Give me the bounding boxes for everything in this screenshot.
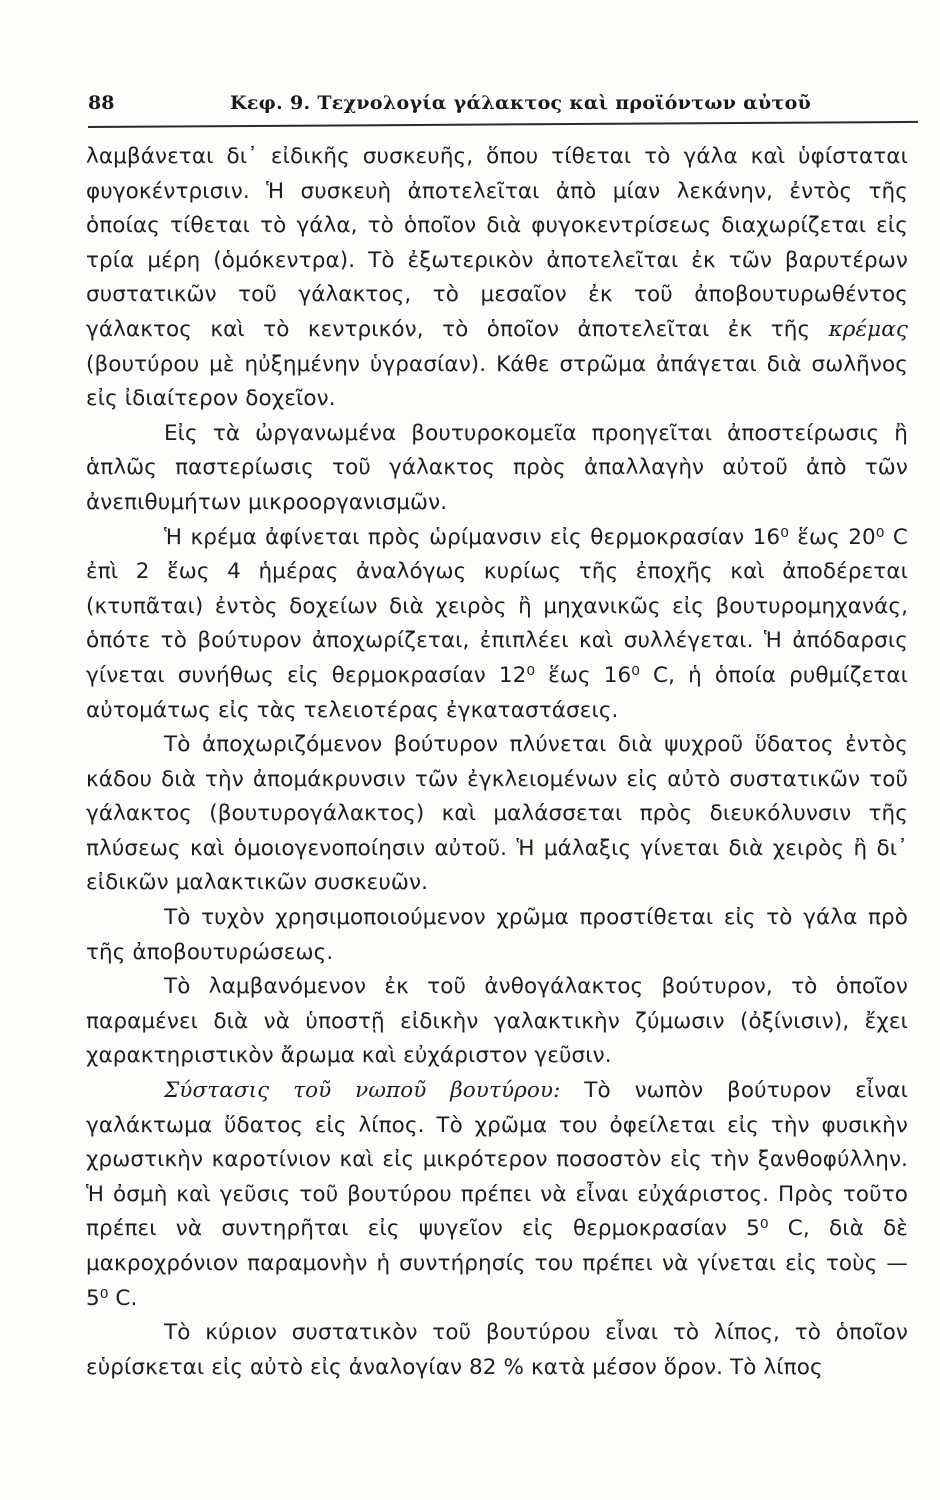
paragraph-text: Τὸ νωπὸν βούτυρον εἶναι γαλάκτωμα ὕδατος εἰς λίπος. Τὸ χρῶμα του ὀφείλεται εἰς τὴν φυσικὴν χρωστικὴν καροτίνιον καὶ εἰς μικρότερον ποσοστὸν εἰς τὴν ξανθοφύλλην. Ἡ ὀσμὴ καὶ γεῦσις τοῦ βουτύρου πρέπει νὰ εἶναι εὐχάριστος. Πρὸς τοῦτο πρέπει νὰ συντηρῆται εἰς ψυγεῖον εἰς θερμοκρασίαν 5⁰ C, διὰ δὲ μακροχρόνιον παραμονὴν ἡ συντήρησίς του πρέπει νὰ γίνεται εἰς τοὺς —5⁰ C. [86,1078,908,1311]
running-header [88,92,918,122]
paragraph-text: Τὸ κύριον συστατικὸν τοῦ βουτύρου εἶναι τὸ λίπος, τὸ ὁποῖον εὑρίσκεται εἰς αὐτὸ εἰς ἀναλογίαν 82 % κατὰ μέσον ὅρον. Τὸ λίπος [86,1320,908,1380]
paragraph-3 [86,521,908,729]
paragraph-text: Τὸ τυχὸν χρησιμοποιούμενον χρῶμα προστίθεται εἰς τὸ γάλα πρὸ τῆς ἀποβουτυρώσεως. [86,905,908,965]
paragraph-6 [86,970,908,1074]
paragraph-5 [86,901,908,970]
paragraph-1 [86,140,908,417]
paragraph-2 [86,417,908,521]
paragraph-4 [86,728,908,901]
body-text [86,140,908,1385]
paragraph-8 [86,1316,908,1385]
paragraph-text: Εἰς τὰ ὠργανωμένα βουτυροκομεῖα προηγεῖται ἀποστείρωσις ἢ ἁπλῶς παστερίωσις τοῦ γάλακτος πρὸς ἀπαλλαγὴν αὐτοῦ ἀπὸ τῶν ἀνεπιθυμήτων μικροοργανισμῶν. [86,420,908,515]
paragraph-text: Τὸ ἀποχωριζόμενον βούτυρον πλύνεται διὰ ψυχροῦ ὕδατος ἐντὸς κάδου διὰ τὴν ἀπομάκρυνσιν τῶν ἐγκλειομένων εἰς αὐτὸ συστατικῶν τοῦ γάλακτος (βουτυρογάλακτος) καὶ μαλάσσεται πρὸς διευκόλυνσιν τῆς πλύσεως καὶ ὁμοιογενοποίησιν αὐτοῦ. Ἡ μάλαξις γίνεται διὰ χειρὸς ἢ δι᾽ εἰδικῶν μαλακτικῶν συσκευῶν. [86,732,908,896]
italic-term: κρέμας [828,316,908,342]
running-title: Κεφ. 9. Τεχνολογία γάλακτος καὶ προϊόντων αὐτοῦ [230,92,812,114]
paragraph-text: Ἡ κρέμα ἀφίνεται πρὸς ὡρίμανσιν εἰς θερμοκρασίαν 16⁰ ἕως 20⁰ C ἐπὶ 2 ἕως 4 ἡμέρας ἀναλόγως κυρίως τῆς ἐποχῆς καὶ ἀποδέρεται (κτυπᾶται) ἐντὸς δοχείων διὰ χειρὸς ἢ μηχανικῶς εἰς βουτυρομηχανάς, ὁπότε τὸ βούτυρον ἀποχωρίζεται, ἐπιπλέει καὶ συλλέγεται. Ἡ ἀπόδαρσις γίνεται συνήθως εἰς θερμοκρασίαν 12⁰ ἕως 16⁰ C, ἡ ὁποία ρυθμίζεται αὐτομάτως εἰς τὰς τελειοτέρας ἐγκαταστάσεις. [86,524,908,723]
italic-heading: Σύστασις τοῦ νωποῦ βουτύρου: [164,1078,561,1104]
paragraph-text: λαμβάνεται δι᾽ εἰδικῆς συσκευῆς, ὅπου τίθεται τὸ γάλα καὶ ὑφίσταται φυγοκέντρισιν. Ἡ συσκευὴ ἀποτελεῖται ἀπὸ μίαν λεκάνην, ἐντὸς τῆς ὁποίας τίθεται τὸ γάλα, τὸ ὁποῖον διὰ φυγοκεντρίσεως διαχωρίζεται εἰς τρία μέρη (ὁμόκεντρα). Τὸ ἐξωτερικὸν ἀποτελεῖται ἐκ τῶν βαρυτέρων συστατικῶν τοῦ γάλακτος, τὸ μεσαῖον ἐκ τοῦ ἀποβουτυρωθέντος γάλακτος καὶ τὸ κεντρικόν, τὸ ὁποῖον ἀποτελεῖται ἐκ τῆς [86,144,908,342]
page-number: 88 [88,92,115,114]
paragraph-7 [86,1074,908,1316]
paragraph-text: Τὸ λαμβανόμενον ἐκ τοῦ ἀνθογάλακτος βούτυρον, τὸ ὁποῖον παραμένει διὰ νὰ ὑποστῇ εἰδικὴν γαλακτικὴν ζύμωσιν (ὀξίνισιν), ἔχει χαρακτηριστικὸν ἄρωμα καὶ εὐχάριστον γεῦσιν. [86,974,908,1069]
paragraph-text-cont: (βουτύρου μὲ ηὐξημένην ὑγρασίαν). Κάθε στρῶμα ἀπάγεται διὰ σωλῆνος εἰς ἰδιαίτερον δοχεῖον. [86,351,908,412]
